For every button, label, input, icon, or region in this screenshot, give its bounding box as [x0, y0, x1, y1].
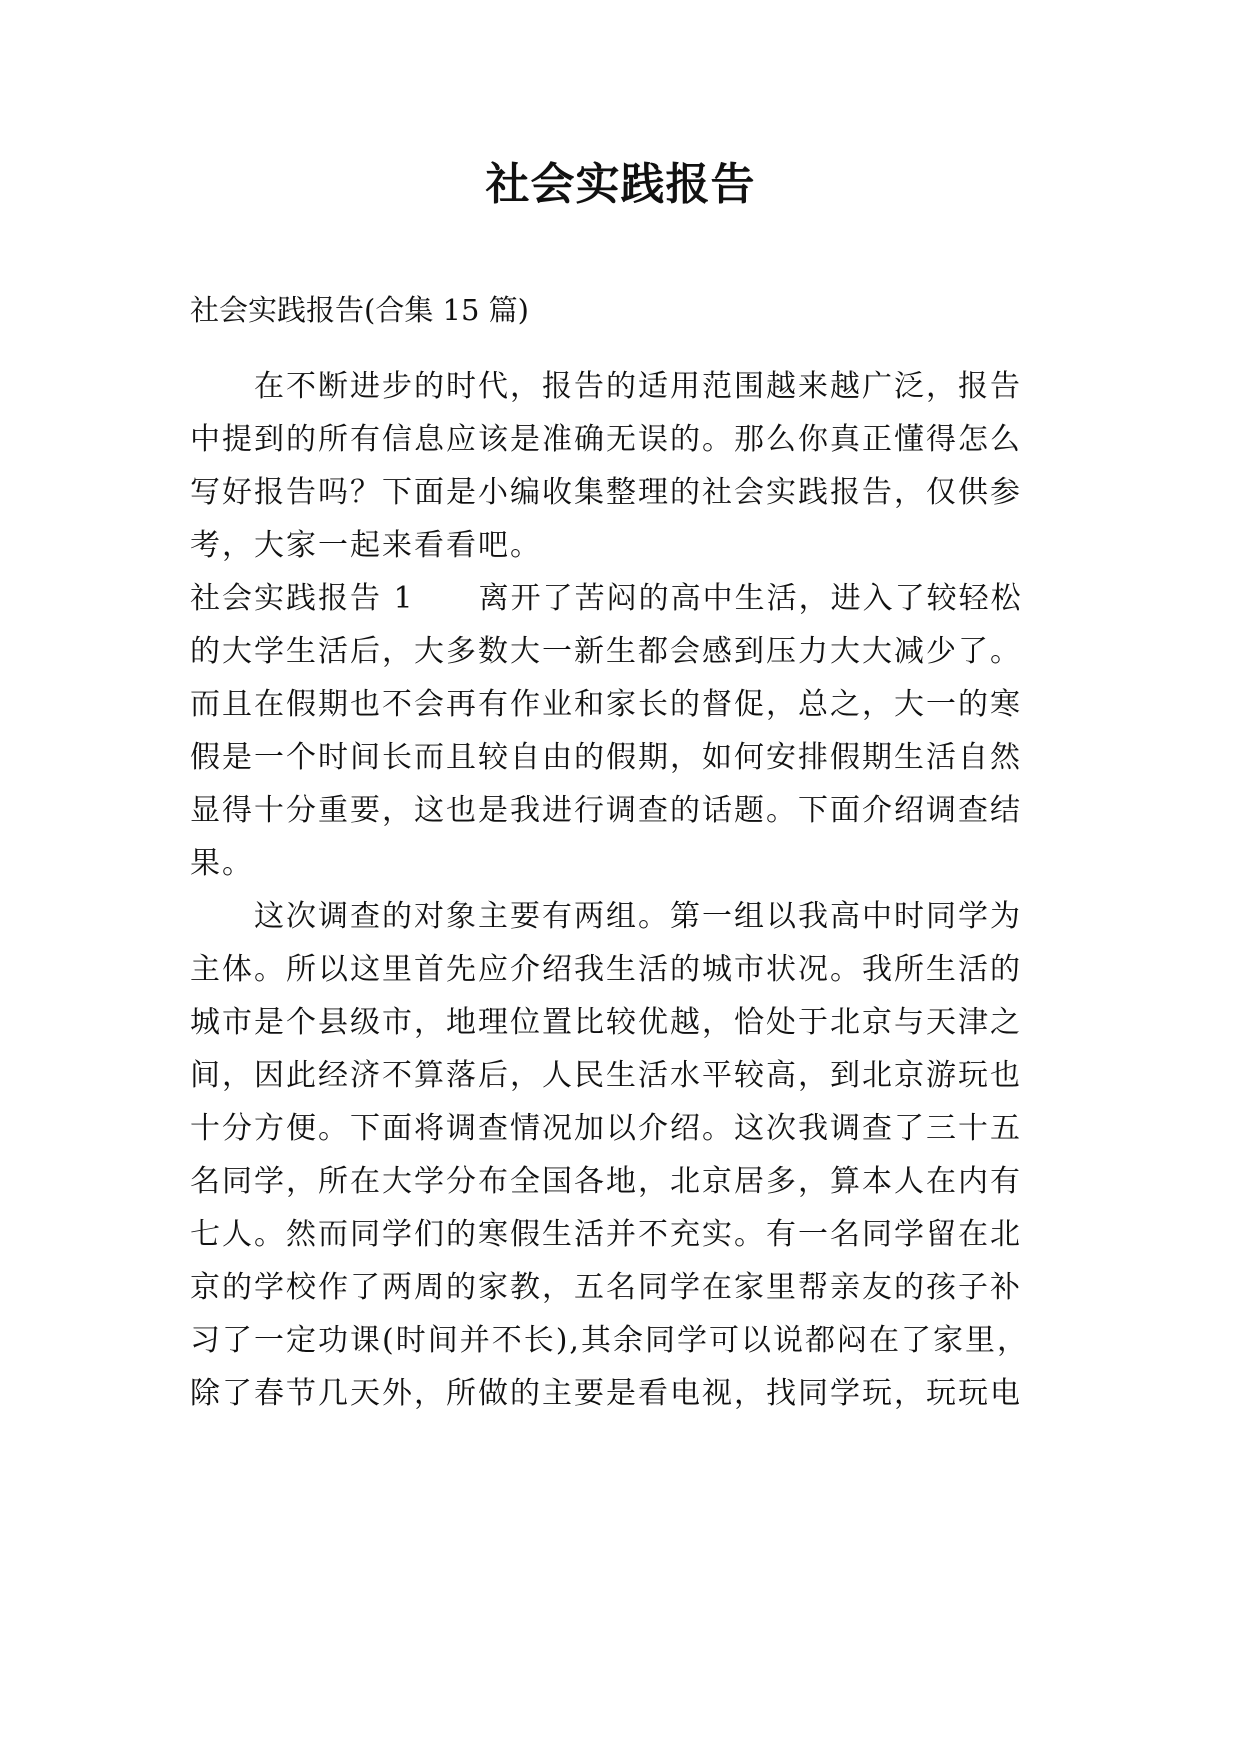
- body-line: 中提到的所有信息应该是准确无误的。那么你真正懂得怎么: [190, 422, 1022, 457]
- body-line: 习了一定功课(时间并不长),其余同学可以说都闷在了家里，: [190, 1323, 1029, 1358]
- body-line: 而且在假期也不会再有作业和家长的督促，总之，大一的寒: [190, 687, 1022, 722]
- body-line: 名同学，所在大学分布全国各地，北京居多，算本人在内有: [190, 1164, 1022, 1199]
- body-line: 主体。所以这里首先应介绍我生活的城市状况。我所生活的: [190, 952, 1022, 987]
- body-line: 除了春节几天外，所做的主要是看电视，找同学玩，玩玩电: [190, 1376, 1022, 1411]
- body-line: 的大学生活后，大多数大一新生都会感到压力大大减少了。: [190, 634, 1022, 669]
- body-line: 城市是个县级市，地理位置比较优越，恰处于北京与天津之: [190, 1005, 1022, 1040]
- document-title: 社会实践报告: [485, 159, 756, 210]
- body-line: 这次调查的对象主要有两组。第一组以我高中时同学为: [190, 899, 1022, 934]
- body-line: 果。: [190, 846, 254, 881]
- body-line: 十分方便。下面将调查情况加以介绍。这次我调查了三十五: [190, 1111, 1022, 1146]
- body-line: 写好报告吗？下面是小编收集整理的社会实践报告，仅供参: [190, 475, 1022, 510]
- body-line: 社会实践报告 1 离开了苦闷的高中生活，进入了较轻松: [190, 581, 1023, 616]
- body-line: 假是一个时间长而且较自由的假期，如何安排假期生活自然: [190, 740, 1022, 775]
- body-line: 显得十分重要，这也是我进行调查的话题。下面介绍调查结: [190, 793, 1022, 828]
- body-line: 在不断进步的时代，报告的适用范围越来越广泛，报告: [190, 369, 1022, 404]
- body-line: 考，大家一起来看看吧。: [190, 528, 542, 563]
- body-line: 间，因此经济不算落后，人民生活水平较高，到北京游玩也: [190, 1058, 1022, 1093]
- document-subtitle: 社会实践报告(合集 15 篇): [190, 293, 529, 327]
- body-line: 七人。然而同学们的寒假生活并不充实。有一名同学留在北: [190, 1217, 1022, 1252]
- body-line: 京的学校作了两周的家教，五名同学在家里帮亲友的孩子补: [190, 1270, 1022, 1305]
